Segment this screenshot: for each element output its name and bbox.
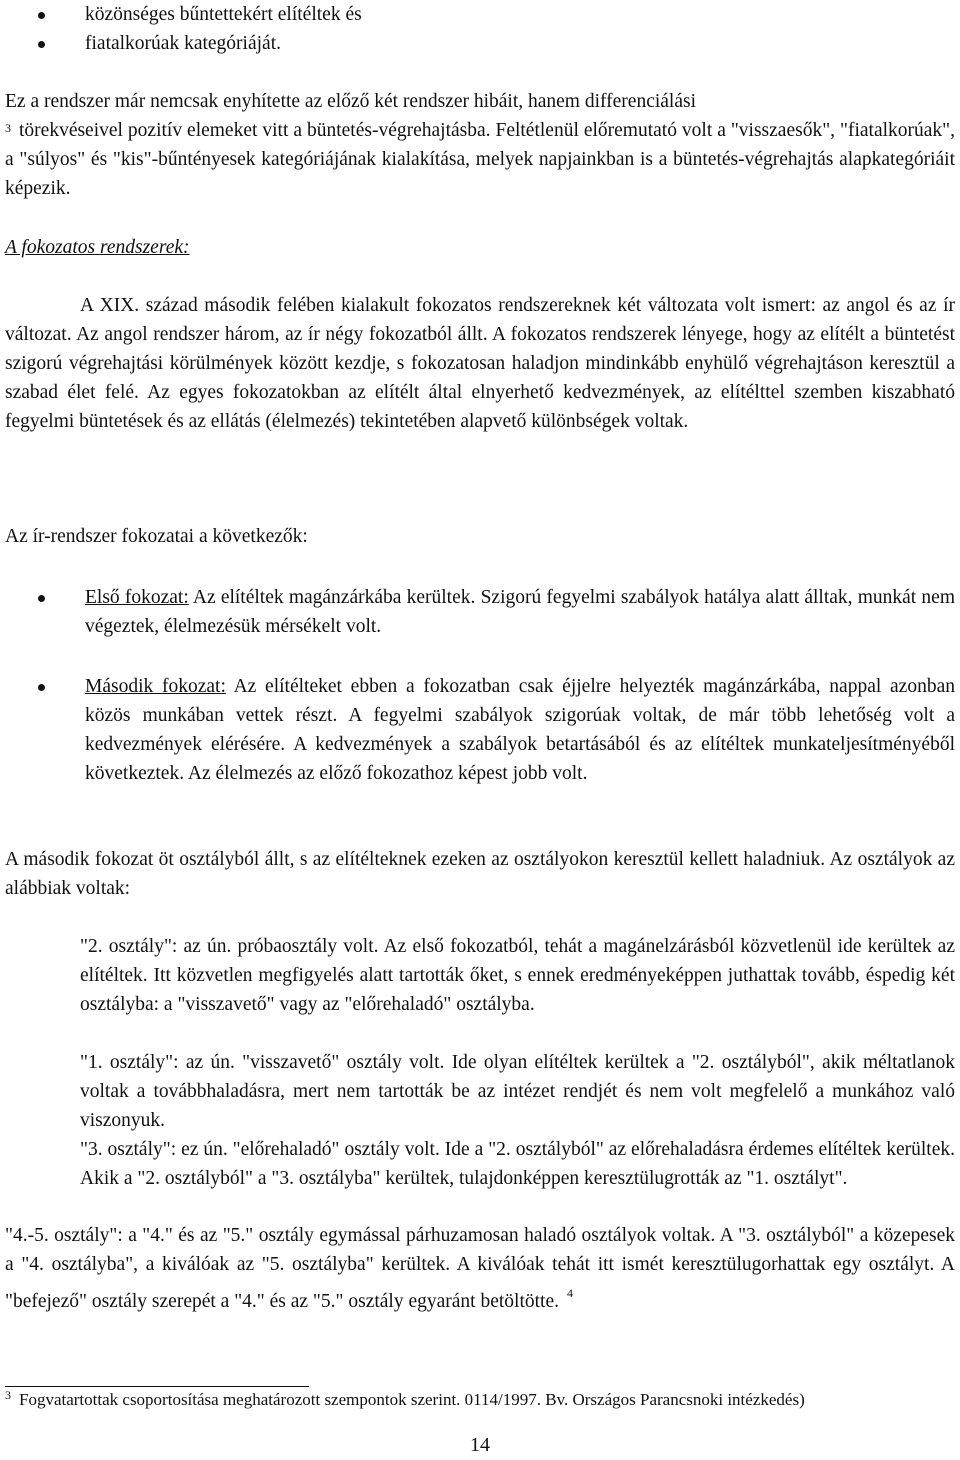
paragraph-text: Az ír-rendszer fokozatai a következők: [5,526,308,547]
class-text: "3. osztály": ez ún. "előrehaladó" osztály volt. Ide a "2. osztályból" az előrehaladásra érdemes elítéltek kerültek. Akik a "2. osztályból" a "3. osztályba" kerültek, tulajdonképpen keresztülugrották az "1. osztályt". [80,1139,955,1189]
stage-text: Az elítéltek magánzárkába kerültek. Szigorú fegyelmi szabályok hatálya alatt álltak, munkát nem végeztek, élelmezésük mérsékelt volt. [85,587,955,637]
paragraph-text: "4.-5. osztály": a "4." és az "5." osztály egymással párhuzamosan haladó osztályok voltak. A "3. osztályból" a közepesek a "4. osztályba", a kiválóak az "5. osztályba" kerültek. A kiválóak tehát itt ismét keresztülugorhattak egy osztályt. A "befejező" osztály szerepét a "4." és az "5." osztály egyaránt betöltötte. [5,1225,955,1312]
class-item [80,1048,955,1135]
section-heading [5,233,955,262]
bullet-dot [38,595,45,602]
stage-item-second [85,672,955,788]
bullet-dot [38,12,45,19]
bullet-text: fiatalkorúak kategóriáját. [85,33,281,54]
stage-item-first [85,583,955,641]
footnote [5,1387,955,1412]
paragraph-classification [5,87,955,203]
paragraph-text: A XIX. század második felében kialakult fokozatos rendszereknek két változata volt ismert: az angol és az ír változat. Az angol rendszer három, az ír négy fokozatból állt. A fokozatos rendszerek lényege, hogy az elítélt a büntetést szigorú végrehajtási körülmények között kezdje, s fokozatosan haladjon mindinkább enyhülő végrehajtáson keresztül a szabad élet felé. Az egyes fokozatokban az elítélt által elnyerhető kedvezmények, az elítélttel szemben kiszabható fegyelmi büntetések és az ellátás (élelmezés) tekintetében alapvető különbségek voltak. [5,295,955,432]
class-item [80,1135,955,1193]
stage-label: Második fokozat: [85,676,226,697]
stage-text: Az elítélteket ebben a fokozatban csak éjjelre helyezték magánzárkába, nappal azonban közös munkában vettek részt. A fegyelmi szabályok szigorúak voltak, de már több lehetőség volt a kedvezmények elérésére. A kedvezmények a szabályok betartásából és az elítéltek munkateljesítményéből következtek. Az élelmezés az előző fokozathoz képest jobb volt. [85,676,955,784]
stage-label: Első fokozat: [85,587,189,608]
heading-text: A fokozatos rendszerek: [5,237,190,258]
footnote-text: Fogvatartottak csoportosítása meghatározott szempontok szerint. 0114/1997. Bv. Országos Parancsnoki intézkedés) [19,1390,805,1409]
paragraph-text: A második fokozat öt osztályból állt, s az elítélteknek ezeken az osztályokon keresztül kellett haladniuk. Az osztályok az alábbiak voltak: [5,849,955,899]
class-text: "2. osztály": az ún. próbaosztály volt. Az első fokozatból, tehát a magánelzárásból közvetlenül ide kerültek az elítéltek. Itt közvetlen megfigyelés alatt tartották őket, s ennek eredményeképpen juthattak tovább, éspedig két osztályba: a "visszavető" vagy az "előrehaladó" osztályba. [80,936,955,1015]
footnote-marker: 3 [5,121,11,135]
bullet-item [85,0,955,29]
paragraph-irish-intro [5,522,955,551]
class-text: "1. osztály": az ún. "visszavető" osztály volt. Ide olyan elítéltek kerültek a "2. osztályból", akik méltatlanok voltak a továbbhaladásra, mert nem tartották be az intézet rendjét és nem volt megfelelő a munkához való viszonyuk. [80,1052,955,1131]
paragraph-classes-4-5 [5,1221,955,1316]
paragraph-line: Ez a rendszer már nemcsak enyhítette az előző két rendszer hibáit, hanem differenciálási [5,91,697,112]
footnote-ref: 4 [567,1286,573,1300]
paragraph-graded-systems [5,291,955,436]
paragraph-text: törekvéseivel pozitív elemeket vitt a büntetés-végrehajtásba. Feltétlenül előremutató volt a "visszaesők", "fiatalkorúak", a "súlyos" és "kis"-bűntényesek kategóriájának kialakítása, melyek napjainkban is a büntetés-végrehajtás alapkategóriáit képezik. [5,120,955,199]
bullet-item [85,29,955,58]
page-number: 14 [470,1434,490,1456]
paragraph-second-stage-classes [5,845,955,903]
bullet-dot [38,684,45,691]
bullet-dot [38,41,45,48]
bullet-text: közönséges bűntettekért elítéltek és [85,4,362,25]
class-item [80,932,955,1019]
footnote-number: 3 [5,1388,11,1402]
